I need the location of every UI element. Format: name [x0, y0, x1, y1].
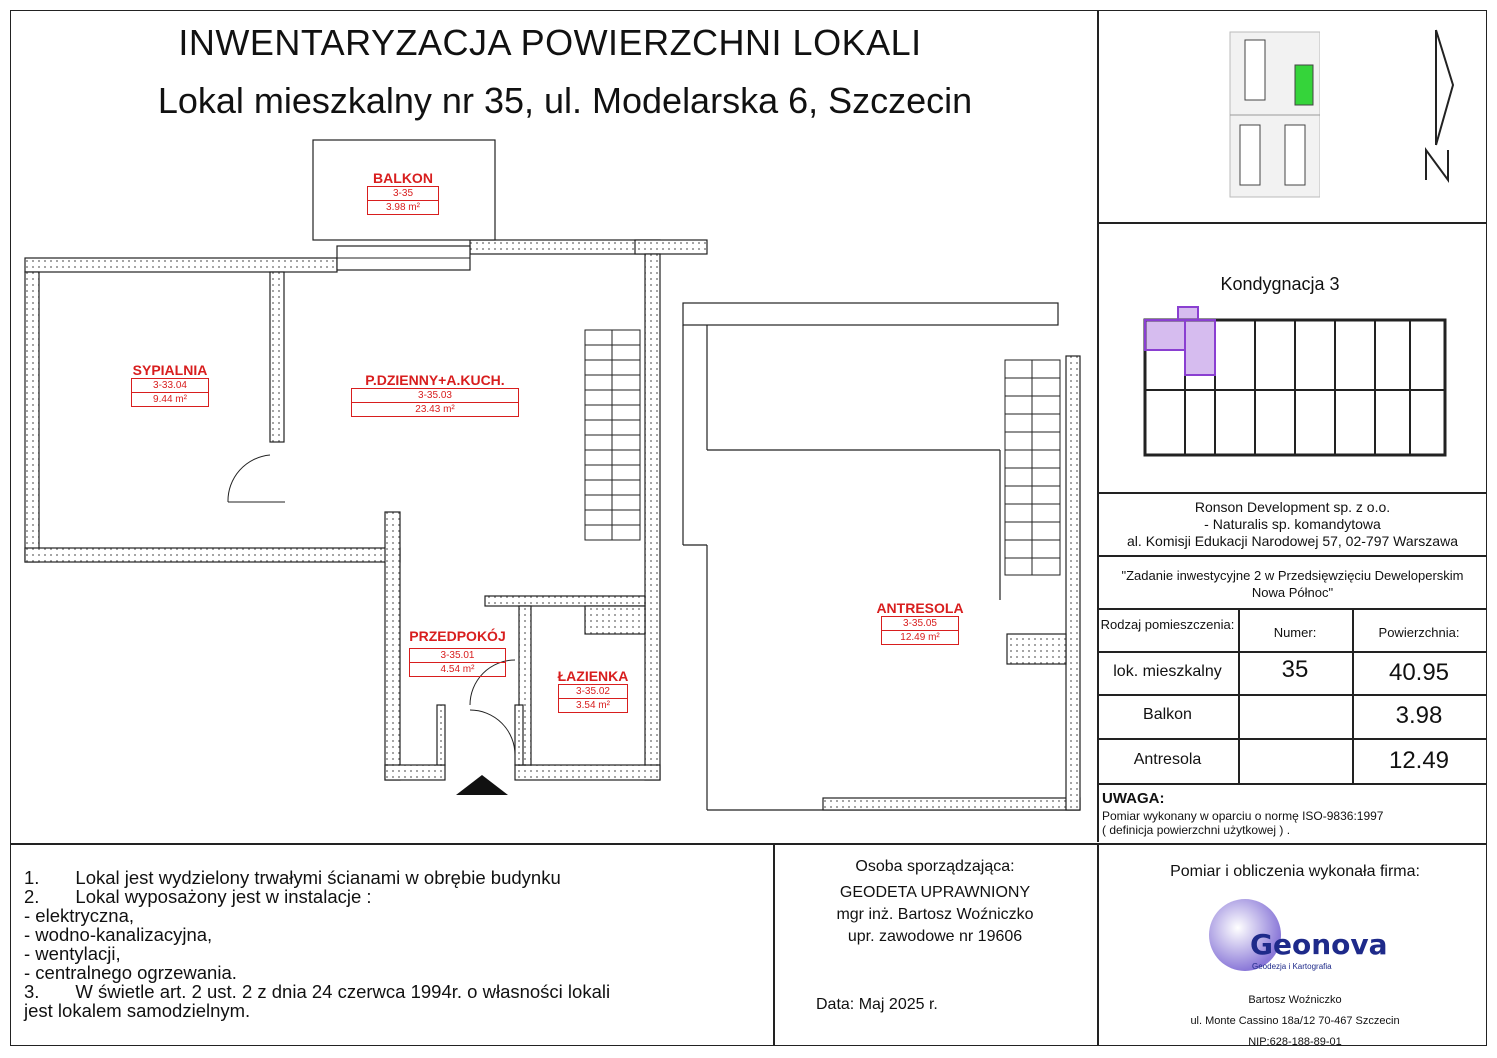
firm-nip: NIP:628-188-89-01 [1248, 1036, 1342, 1048]
room-name: PRZEDPOKÓJ [409, 628, 506, 644]
stairs-main [585, 330, 640, 540]
room-code: 3-35.05 [882, 617, 958, 631]
project-line2: Nowa Północ" [1251, 585, 1334, 600]
room-area: 4.54 m² [440, 664, 475, 675]
project-line1: "Zadanie inwestycyjne 2 w Przedsięwzięciu Deweloperskim [1121, 568, 1464, 583]
table-row-1-number: 35 [1281, 656, 1309, 683]
room-details [881, 616, 959, 645]
notes-list [24, 868, 610, 1020]
right-panel-divider [1097, 10, 1099, 842]
divider-table-head [1097, 651, 1487, 653]
table-row-3-area: 12.49 [1388, 747, 1450, 774]
firm-logo-sub: Geodezja i Kartografia [1252, 962, 1332, 971]
author-name: mgr inż. Bartosz Woźniczko [836, 906, 1034, 923]
note-item: - centralnego ogrzewania. [24, 962, 237, 983]
firm-logo-text: Geonova [1250, 928, 1388, 961]
room-name: P.DZIENNY+A.KUCH. [365, 372, 505, 388]
room-przedpokoj [405, 628, 510, 677]
note-item: 2. Lokal wyposażony jest w instalacje : [24, 886, 372, 907]
document-subtitle: Lokal mieszkalny nr 35, ul. Modelarska 6, Szczecin [157, 80, 973, 121]
author-date: Data: Maj 2025 r. [816, 996, 938, 1013]
author-role: GEODETA UPRAWNIONY [839, 884, 1031, 901]
room-code: 3-35 [368, 187, 438, 201]
firm-owner: Bartosz Woźniczko [1248, 994, 1342, 1006]
room-code: 3-35.03 [352, 389, 518, 403]
bottom-divider-1 [773, 843, 775, 1046]
divider-floor [1097, 492, 1487, 494]
room-area: 3.54 m² [576, 700, 610, 711]
room-name: ŁAZIENKA [557, 668, 629, 684]
mezzanine-outline [683, 303, 1080, 810]
note-item: jest lokalem samodzielnym. [24, 1000, 251, 1021]
room-details [131, 378, 209, 407]
stairs-mezzanine [1005, 360, 1060, 575]
company-address: al. Komisji Edukacji Narodowej 57, 02-797 Warszawa [1127, 533, 1458, 549]
firm-label: Pomiar i obliczenia wykonała firma: [1170, 863, 1420, 880]
north-arrow-icon [1418, 25, 1463, 185]
note-line1: Pomiar wykonany w oparciu o normę ISO-9836:1997 [1102, 809, 1384, 823]
room-details [351, 388, 519, 417]
room-details [409, 648, 506, 677]
room-details [558, 684, 628, 713]
entrance-arrow [456, 775, 508, 795]
note-item: - elektryczna, [24, 905, 135, 926]
divider-row2 [1097, 738, 1487, 740]
divider-row3 [1097, 783, 1487, 785]
note-item: 1. Lokal jest wydzielony trwałymi ścianami w obrębie budynku [24, 867, 561, 888]
note-text [1102, 809, 1383, 837]
author-label: Osoba sporządzająca: [855, 858, 1015, 875]
table-row-3-type: Antresola [1133, 751, 1202, 768]
divider-company [1097, 555, 1487, 557]
note-line2: ( definicja powierzchni użytkowej ) . [1102, 823, 1291, 837]
room-area: 9.44 m² [153, 394, 187, 405]
table-row-2-type: Balkon [1143, 706, 1192, 723]
firm-details [1150, 990, 1440, 1053]
room-antresola [860, 600, 980, 645]
table-header-number: Numer: [1273, 625, 1317, 640]
room-area: 3.98 m² [386, 202, 420, 213]
note-item: 3. W świetle art. 2 ust. 2 z dnia 24 czerwca 1994r. o własności lokali [24, 981, 611, 1002]
room-name: ANTRESOLA [876, 600, 964, 616]
divider-project [1097, 608, 1487, 610]
note-title: UWAGA: [1102, 790, 1165, 807]
firm-address: ul. Monte Cassino 18a/12 70-467 Szczecin [1190, 1015, 1400, 1027]
bedroom-door [228, 455, 270, 502]
table-header-type: Rodzaj pomieszczenia: [1100, 617, 1235, 632]
author-license: upr. zawodowe nr 19606 [847, 928, 1023, 945]
author-block [800, 856, 1070, 948]
room-code: 3-35.02 [559, 685, 627, 699]
room-sypialnia [90, 362, 250, 407]
room-details [367, 186, 439, 215]
floor-label: Kondygnacja 3 [1220, 274, 1340, 294]
project-info [1100, 567, 1485, 601]
room-code: 3-35.01 [410, 649, 505, 663]
room-code: 3-33.04 [132, 379, 208, 393]
company-name: Ronson Development sp. z o.o. [1194, 499, 1391, 515]
table-row-1-type: lok. mieszkalny [1113, 663, 1222, 680]
divider-map [1097, 222, 1487, 224]
divider-row1 [1097, 694, 1487, 696]
table-row-2-area: 3.98 [1395, 702, 1443, 729]
note-item: - wodno-kanalizacyjna, [24, 924, 213, 945]
document-title: INWENTARYZACJA POWIERZCHNI LOKALI [178, 22, 922, 63]
bottom-divider-2 [1097, 843, 1099, 1046]
company-info [1100, 499, 1485, 550]
room-balkon [338, 170, 468, 215]
table-header-area: Powierzchnia: [1378, 625, 1460, 640]
table-row-1-area: 40.95 [1388, 659, 1450, 686]
room-area: 23.43 m² [415, 404, 455, 415]
note-item: - wentylacji, [24, 943, 121, 964]
room-area: 12.49 m² [900, 632, 940, 643]
room-lazienka [548, 668, 638, 713]
company-line2: - Naturalis sp. komandytowa [1204, 516, 1381, 532]
floor-key-plan [1130, 305, 1475, 470]
bottom-panel-divider [10, 843, 1487, 845]
room-name: BALKON [373, 170, 433, 186]
room-pokoj-dzienny [330, 372, 540, 417]
room-name: SYPIALNIA [132, 362, 208, 378]
site-map [1225, 30, 1320, 200]
